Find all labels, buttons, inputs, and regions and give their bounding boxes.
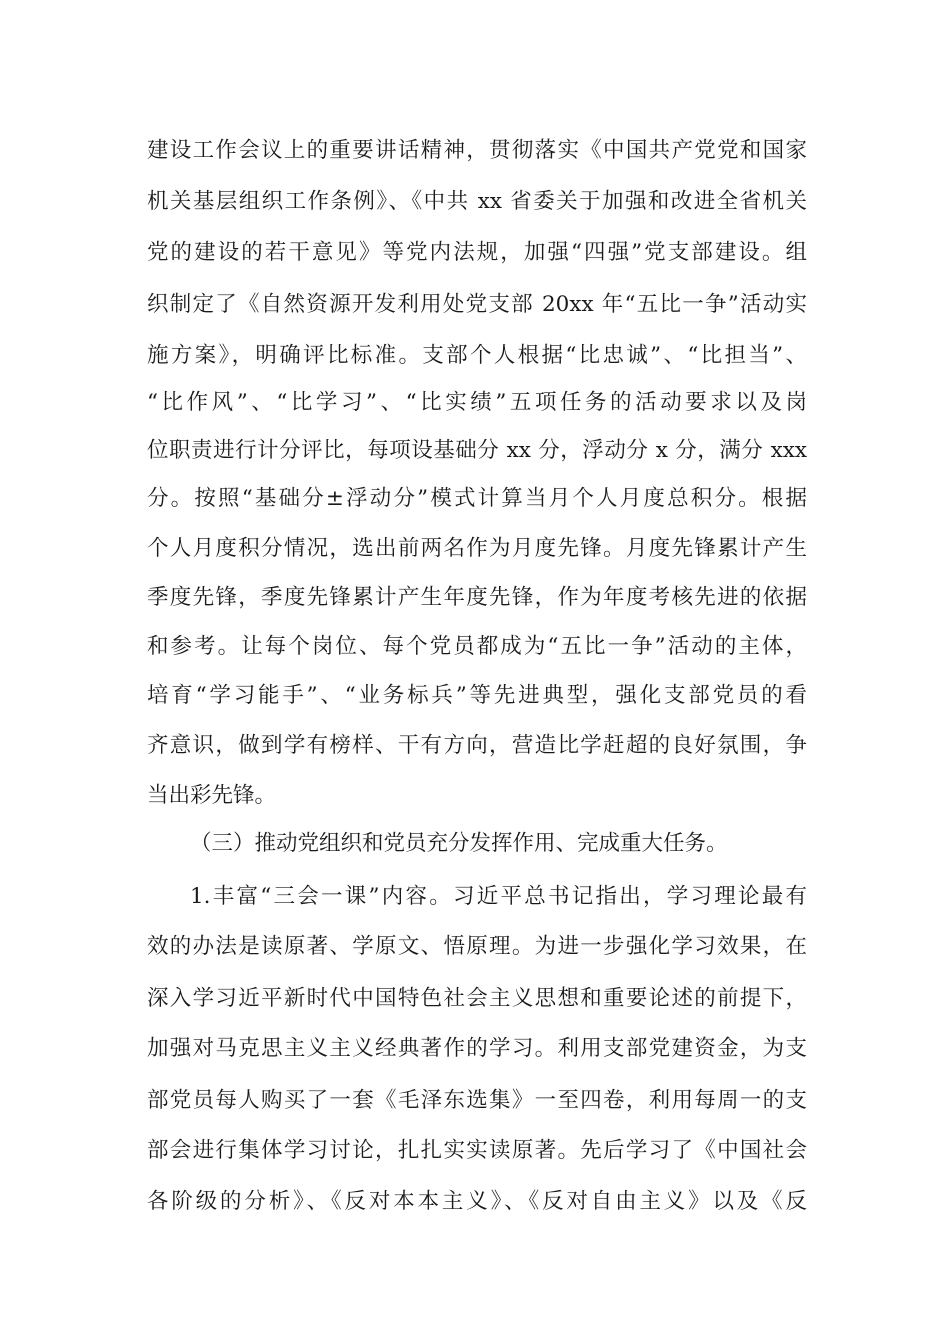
body-text-line: 1.丰富“三会一课”内容。习近平总书记指出，学习理论最有	[190, 884, 807, 909]
body-text-line: 建设工作会议上的重要讲话精神，贯彻落实《中国共产党党和国家	[147, 138, 807, 163]
body-text-line: 部党员每人购买了一套《毛泽东选集》一至四卷，利用每周一的支	[147, 1088, 807, 1113]
body-text-line: 织制定了《自然资源开发利用处党支部 20xx 年“五比一争”活动实	[147, 292, 807, 317]
body-text-line: 位职责进行计分评比，每项设基础分 xx 分，浮动分 x 分，满分 xxx	[147, 438, 807, 463]
section-heading: （三）推动党组织和党员充分发挥作用、完成重大任务。	[190, 831, 728, 856]
body-text-line: “比作风”、“比学习”、“比实绩”五项任务的活动要求以及岗	[147, 390, 807, 415]
body-text-line: 深入学习近平新时代中国特色社会主义思想和重要论述的前提下，	[147, 986, 807, 1011]
body-text-line: 当出彩先锋。	[147, 783, 277, 808]
body-text-line: 培育“学习能手”、“业务标兵”等先进典型，强化支部党员的看	[147, 683, 807, 708]
body-text-line: 党的建设的若干意见》等党内法规，加强“四强”党支部建设。组	[147, 240, 807, 265]
body-text-line: 季度先锋，季度先锋累计产生年度先锋，作为年度考核先进的依据	[147, 585, 807, 610]
body-text-line: 和参考。让每个岗位、每个党员都成为“五比一争”活动的主体，	[147, 634, 807, 659]
body-text-line: 个人月度积分情况，选出前两名作为月度先锋。月度先锋累计产生	[147, 536, 807, 561]
body-text-line: 效的办法是读原著、学原文、悟原理。为进一步强化学习效果，在	[147, 934, 807, 959]
body-text-line: 机关基层组织工作条例》、《中共 xx 省委关于加强和改进全省机关	[147, 189, 807, 214]
body-text-line: 齐意识，做到学有榜样、干有方向，营造比学赶超的良好氛围，争	[147, 733, 807, 758]
body-text-line: 加强对马克思主义主义经典著作的学习。利用支部党建资金，为支	[147, 1036, 807, 1061]
body-text-line: 分。按照“基础分±浮动分”模式计算当月个人月度总积分。根据	[147, 486, 807, 511]
body-text-line: 部会进行集体学习讨论，扎扎实实读原著。先后学习了《中国社会	[147, 1138, 807, 1163]
body-text-line: 施方案》，明确评比标准。支部个人根据“比忠诚”、“比担当”、	[147, 343, 807, 368]
body-text-line: 各阶级的分析》、《反对本本主义》、《反对自由主义》以及《反	[147, 1189, 807, 1214]
